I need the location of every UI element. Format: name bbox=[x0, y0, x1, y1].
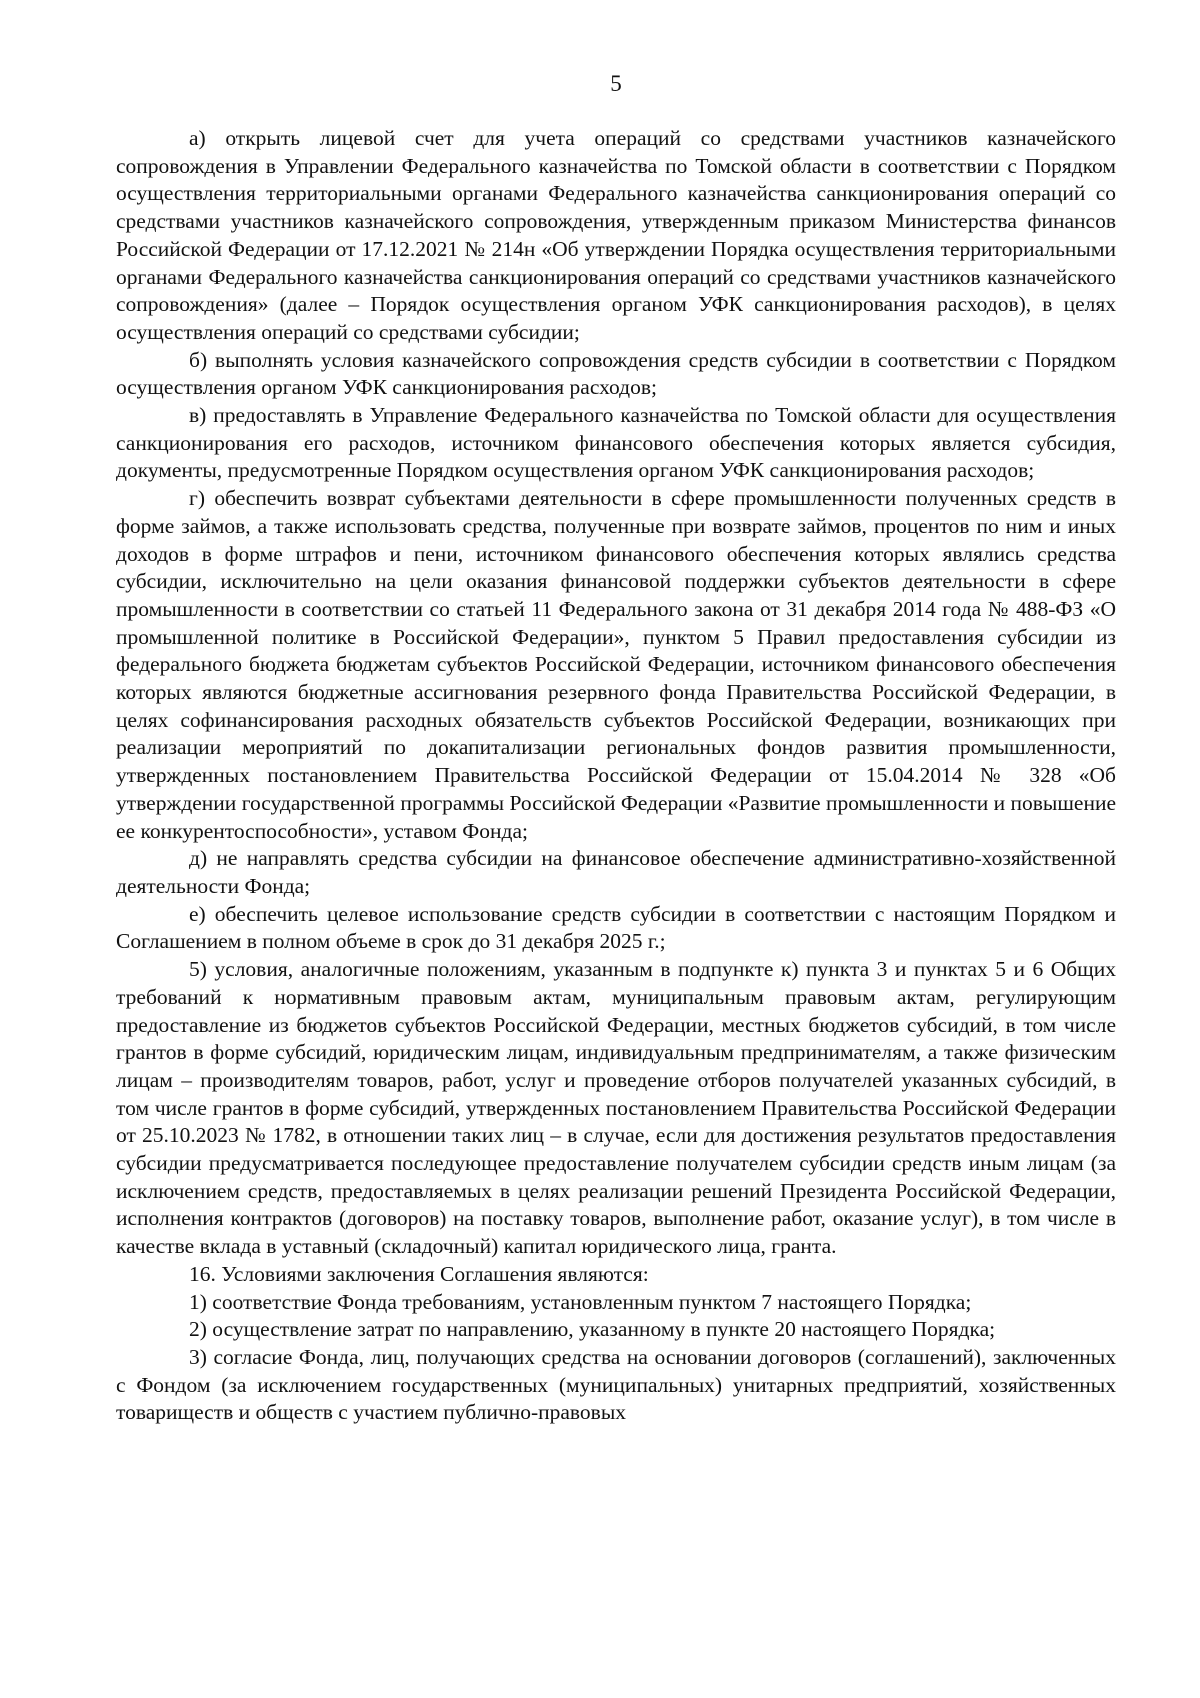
paragraph-16-item-2: 2) осуществление затрат по направлению, указанному в пункте 20 настоящего Порядка; bbox=[189, 1317, 996, 1342]
paragraph-v-submit-documents: в) предоставлять в Управление Федерального казначейства по Томской области для осуществления санкционирования его расходов, источником финансового обеспечения которых является субсидия, документы, предусмотренные Порядком осуществления органом УФК санкционирования расходов; bbox=[116, 403, 1116, 483]
paragraph-16-heading: 16. Условиями заключения Соглашения являются: bbox=[189, 1261, 649, 1286]
paragraph-b-treasury-conditions: б) выполнять условия казначейского сопровождения средств субсидии в соответствии с Порядком осуществления органом УФК санкционирования расходов; bbox=[116, 347, 1116, 400]
paragraph-a-open-account: а) открыть лицевой счет для учета операций со средствами участников казначейского сопровождения в Управлении Федерального казначейства по Томской области в соответствии с Порядком осуществления территориальными органами Федерального казначейства санкционирования операций со средствами участников казначейского сопровождения, утвержденным приказом Министерства финансов Российской Федерации от 17.12.2021 № 214н «Об утверждении Порядка осуществления территориальными органами Федерального казначейства санкционирования операций со средствами участников казначейского сопровождения» (далее – Порядок осуществления органом УФК санкционирования расходов), в целях осуществления операций со средствами субсидии; bbox=[116, 126, 1116, 344]
paragraph-g-ensure-return: г) обеспечить возврат субъектами деятельности в сфере промышленности полученных средств в форме займов, а также использовать средства, полученные при возврате займов, процентов по ним и иных доходов в форме штрафов и пени, источником финансового обеспечения которых являлись средства субсидии, исключительно на цели оказания финансовой поддержки субъектов деятельности в сфере промышленности в соответствии со статьей 11 Федерального закона от 31 декабря 2014 года № 488-ФЗ «О промышленной политике в Российской Федерации», пунктом 5 Правил предоставления субсидии из федерального бюджета бюджетам субъектов Российской Федерации, источником финансового обеспечения которых являются бюджетные ассигнования резервного фонда Правительства Российской Федерации, в целях софинансирования расходных обязательств субъектов Российской Федерации, возникающих при реализации мероприятий по докапитализации региональных фондов развития промышленности, утвержденных постановлением Правительства Российской Федерации от 15.04.2014 № 328 «Об утверждении государственной программы Российской Федерации «Развитие промышленности и повышение ее конкурентоспособности», уставом Фонда; bbox=[116, 486, 1116, 843]
page-number: 5 bbox=[610, 71, 622, 96]
paragraph-16-item-3: 3) согласие Фонда, лиц, получающих средства на основании договоров (соглашений), заключенных с Фондом (за исключением государственных (муниципальных) унитарных предприятий, хозяйственных товариществ и обществ с участием публично-правовых bbox=[116, 1344, 1116, 1425]
document-body bbox=[116, 125, 1116, 1427]
paragraph-16-item-1: 1) соответствие Фонда требованиям, установленным пунктом 7 настоящего Порядка; bbox=[189, 1289, 972, 1314]
paragraph-5-conditions: 5) условия, аналогичные положениям, указанным в подпункте к) пункта 3 и пунктах 5 и 6 Общих требований к нормативным правовым актам, муниципальным правовым актам, регулирующим предоставление из бюджетов субъектов Российской Федерации, местных бюджетов субсидий, в том числе грантов в форме субсидий, юридическим лицам, индивидуальным предпринимателям, а также физическим лицам – производителям товаров, работ, услуг и проведение отборов получателей указанных субсидий, в том числе грантов в форме субсидий, утвержденных постановлением Правительства Российской Федерации от 25.10.2023 № 1782, в отношении таких лиц – в случае, если для достижения результатов предоставления субсидии предусматривается последующее предоставление получателем субсидии средств иным лицам (за исключением средств, предоставляемых в целях реализации решений Президента Российской Федерации, исполнения контрактов (договоров) на поставку товаров, выполнение работ, оказание услуг), в том числе в качестве вклада в уставный (складочный) капитал юридического лица, гранта. bbox=[116, 957, 1116, 1259]
paragraph-e-target-use: е) обеспечить целевое использование средств субсидии в соответствии с настоящим Порядком и Соглашением в полном объеме в срок до 31 декабря 2025 г.; bbox=[116, 901, 1116, 954]
paragraph-d-no-admin-expenses: д) не направлять средства субсидии на финансовое обеспечение административно-хозяйственной деятельности Фонда; bbox=[116, 846, 1116, 898]
